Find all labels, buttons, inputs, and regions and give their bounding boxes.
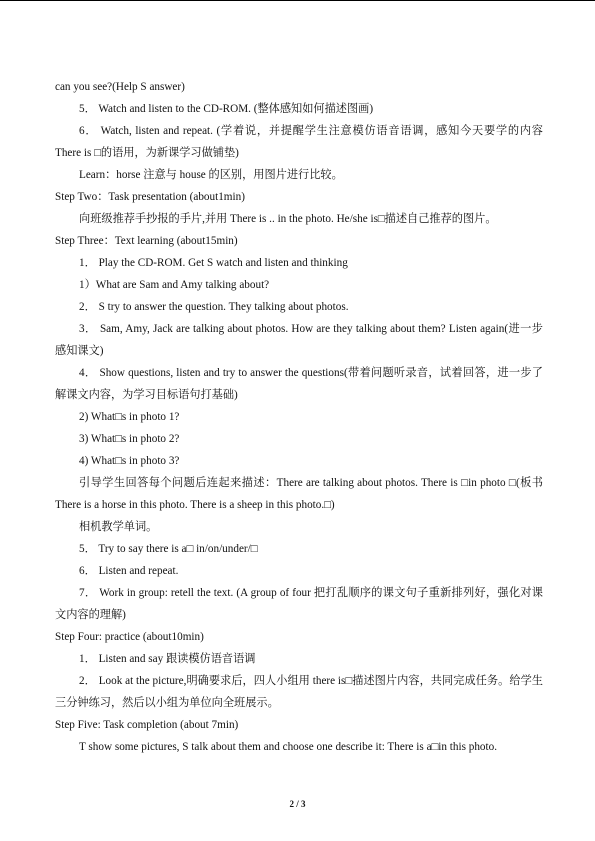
paragraph-5: 向班级推荐手抄报的手片,并用 There is .. in the photo. He/she is□描述自己推荐的图片。 (79, 213, 497, 225)
step-four-heading: Step Four: practice (about10min) (55, 631, 204, 643)
paragraph-11: 4． Show questions, listen and try to answer the questions(带着问题听录音，试着回答，进一步了解课文内容，为学习目标语句打基础) (55, 367, 543, 401)
paragraph-12: 2) What□s in photo 1? (79, 411, 180, 423)
paragraph-7: 1． Play the CD-ROM. Get S watch and listen and thinking (79, 257, 348, 269)
paragraph-9: 2． S try to answer the question. They talking about photos. (79, 301, 349, 313)
step-five-heading: Step Five: Task completion (about 7min) (55, 719, 239, 731)
step-two-heading: Step Two：Task presentation (about1min) (55, 191, 245, 203)
header-rule (0, 0, 595, 1)
paragraph-13: 3) What□s in photo 2? (79, 433, 180, 445)
paragraph-15: 引导学生回答每个问题后连起来描述：There are talking about photos. There is □in photo □(板书 There is a horse in this photo. There is a sheep in this photo.□) (55, 477, 543, 511)
paragraph-18: 6． Listen and repeat. (79, 565, 179, 577)
paragraph-16: 相机教学单词。 (79, 521, 158, 533)
paragraph-0: can you see?(Help S answer) (55, 81, 185, 93)
paragraph-17: 5． Try to say there is a□ in/on/under/□ (79, 543, 258, 555)
paragraph-10: 3． Sam, Amy, Jack are talking about photos. How are they talking about them? Listen again(进一步感知课文) (55, 323, 543, 357)
paragraph-3: Learn：horse 注意与 house 的区别，用图片进行比较。 (79, 169, 343, 181)
paragraph-1: 5． Watch and listen to the CD-ROM. (整体感知如何描述图画) (79, 103, 374, 115)
page-number: 2 / 3 (289, 799, 306, 809)
paragraph-19: 7． Work in group: retell the text. (A group of four 把打乱顺序的课文句子重新排列好，强化对课文内容的理解) (55, 587, 543, 621)
paragraph-21: 1． Listen and say 跟读模仿语音语调 (79, 653, 256, 665)
paragraph-14: 4) What□s in photo 3? (79, 455, 180, 467)
paragraph-2: 6． Watch, listen and repeat. (学着说，并提醒学生注意模仿语音语调，感知今天要学的内容 There is □的语用，为新课学习做铺垫) (55, 125, 543, 159)
paragraph-24: T show some pictures, S talk about them and choose one describe it: There is a□in this photo. (79, 741, 498, 753)
step-three-heading: Step Three：Text learning (about15min) (55, 235, 238, 247)
document-body (55, 76, 543, 758)
paragraph-22: 2． Look at the picture,明确要求后，四人小组用 there is□描述图片内容，共同完成任务。给学生三分钟练习，然后以小组为单位向全班展示。 (55, 675, 543, 709)
paragraph-8: 1）What are Sam and Amy talking about? (79, 279, 270, 291)
